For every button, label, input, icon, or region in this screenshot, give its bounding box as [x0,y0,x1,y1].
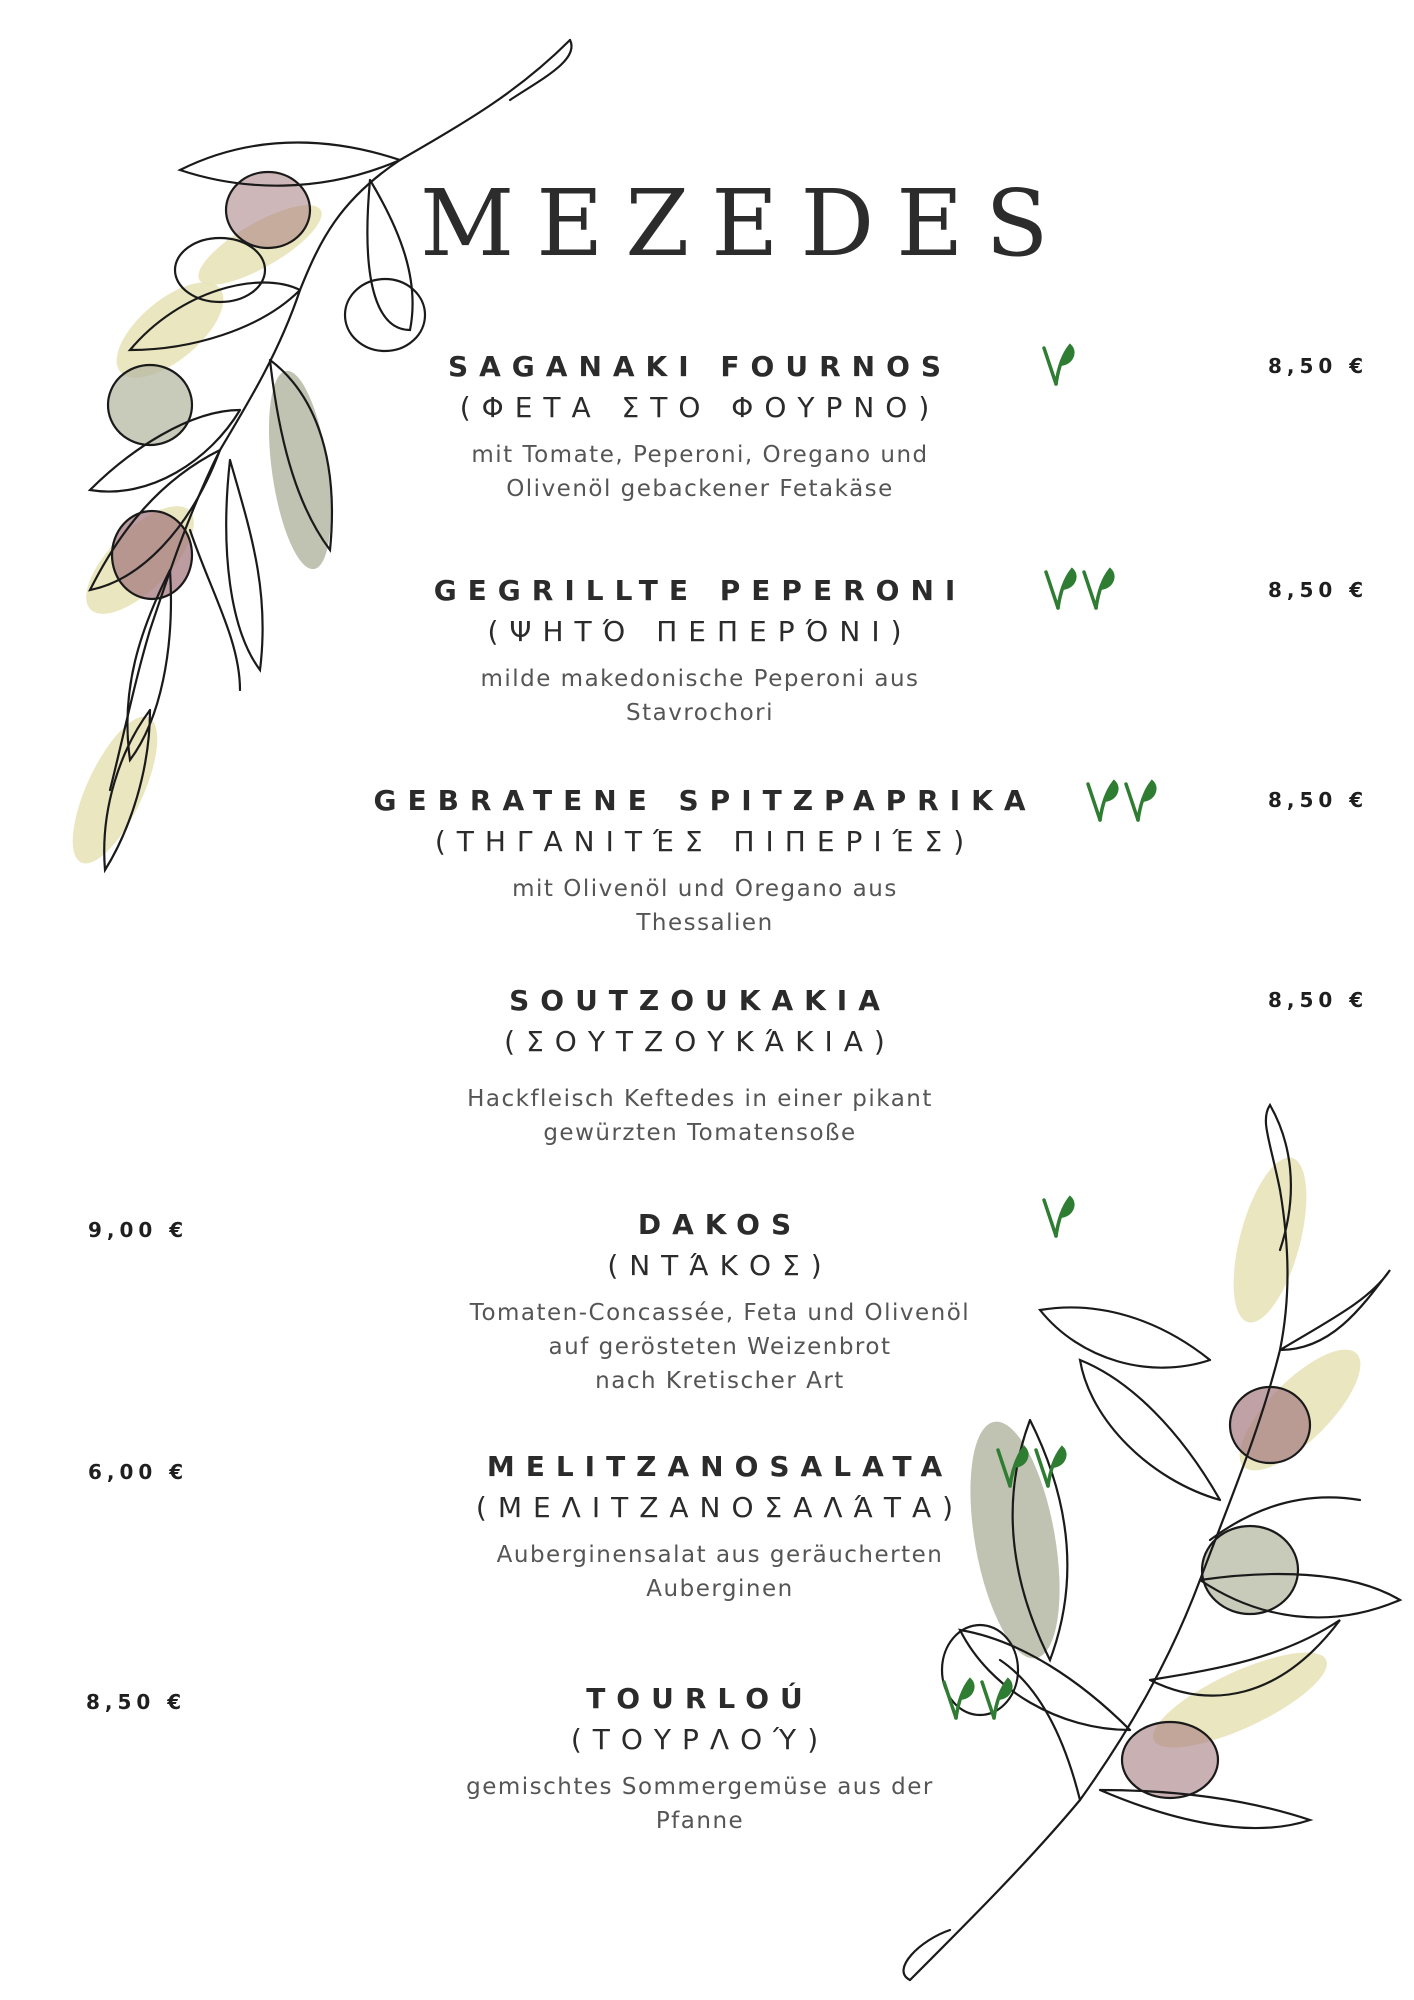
dish-price: 8,50 € [1268,578,1369,602]
dish-description: gemischtes Sommergemüse aus der Pfanne [466,1774,934,1834]
dish-price: 6,00 € [88,1460,189,1484]
vegan-leaf-icon [1082,778,1164,824]
dish-greek-name: (ΝΤΆΚΟΣ) [607,1249,833,1282]
dish-name: DAKOS [637,1208,803,1241]
vegan-leaf-icon [992,1444,1074,1490]
menu-item-melitzanosalata [400,1450,1040,1606]
dish-name: MELITZANOSALATA [486,1450,954,1483]
dish-name: GEGRILLTE PEPERONI [433,574,967,607]
menu-title: MEZEDES [420,170,1071,277]
dish-description: mit Olivenöl und Oregano aus Thessalien [512,876,898,936]
menu-item-soutzoukakia [380,984,1020,1150]
dish-greek-name: (ΤΟΥΡΛΟΎ) [570,1723,830,1756]
vegan-leaf-icon [1040,566,1122,612]
dish-greek-name: (ΜΕΛΙΤΖΑΝΟΣΑΛΆΤΑ) [475,1491,965,1524]
vegetarian-leaf-icon [1038,342,1078,388]
dish-name: SAGANAKI FOURNOS [447,350,953,383]
dish-greek-name: (ΤΗΓΑΝΙΤΈΣ ΠΙΠΕΡΙΈΣ) [434,825,976,858]
dish-greek-name: (ΣΟΥΤΖΟΥΚΆΚΙΑ) [504,1025,896,1058]
menu-item-saganaki [380,350,1020,506]
dish-description: mit Tomate, Peperoni, Oregano und Olivenöl gebackener Fetakäse [471,442,929,502]
dish-price: 8,50 € [86,1690,187,1714]
dish-price: 8,50 € [1268,988,1369,1012]
dish-name: SOUTZOUKAKIA [509,984,891,1017]
dish-description: Hackfleisch Keftedes in einer pikant gewürzten Tomatensoße [467,1086,933,1146]
dish-price: 8,50 € [1268,788,1369,812]
menu-item-gebratene-spitzpaprika [340,784,1070,940]
vegan-leaf-icon [938,1676,1020,1722]
menu-item-gegrillte-peperoni [380,574,1020,730]
dish-description: milde makedonische Peperoni aus Stavrochori [480,666,920,726]
dish-greek-name: (ΦΕΤΑ ΣΤΟ ΦΟΥΡΝΟ) [459,391,941,424]
menu-item-dakos [400,1208,1040,1398]
dish-price: 8,50 € [1268,354,1369,378]
dish-description: Tomaten-Concassée, Feta und Olivenöl auf gerösteten Weizenbrot nach Kretischer Art [469,1300,971,1394]
dish-greek-name: (ΨΗΤΌ ΠΕΠΕΡΌΝΙ) [487,615,913,648]
dish-price: 9,00 € [88,1218,189,1242]
vegetarian-leaf-icon [1038,1194,1078,1240]
dish-name: GEBRATENE SPITZPAPRIKA [373,784,1037,817]
dish-description: Auberginensalat aus geräucherten Auberginen [496,1542,944,1602]
menu-item-tourlou [380,1682,1020,1838]
dish-name: TOURLOÚ [586,1682,814,1715]
